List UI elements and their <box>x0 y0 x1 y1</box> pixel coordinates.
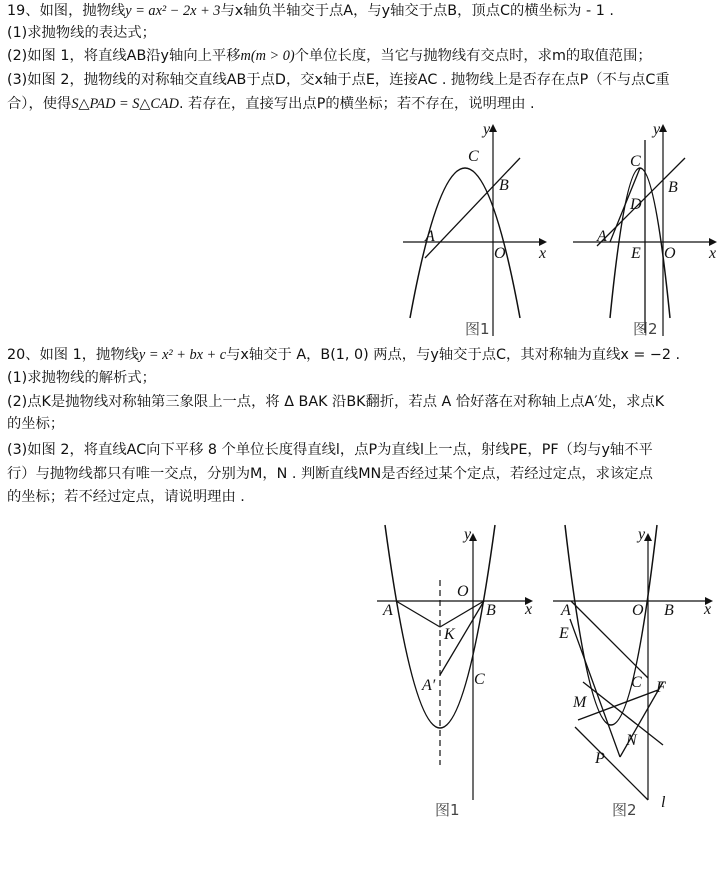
y-axis-arrow-icon <box>644 533 652 541</box>
q19-line-1 <box>7 2 721 21</box>
label-o: O <box>632 602 644 619</box>
label-o: O <box>494 245 506 262</box>
label-l: l <box>661 794 666 811</box>
line-ab <box>425 158 520 258</box>
parabola <box>610 168 670 318</box>
figure-caption: 图2 <box>612 801 637 819</box>
figure-caption: 图1 <box>435 801 460 819</box>
label-y: y <box>638 526 646 543</box>
q20-figure-1 <box>375 525 545 825</box>
q20-part1: (1)求抛物线的解析式； <box>7 370 156 386</box>
line-through-n <box>578 690 658 720</box>
q19-area-equation: S△PAD = S△CAD <box>71 96 179 112</box>
label-x: x <box>704 601 712 618</box>
label-x: x <box>709 245 717 262</box>
label-c: C <box>474 671 485 688</box>
q19-part3-line2 <box>7 95 721 114</box>
label-k: K <box>444 626 455 643</box>
label-c: C <box>631 674 642 691</box>
label-a-prime: A′ <box>422 677 436 694</box>
q19-intro-rest: 与x轴负半轴交于点A，与y轴交于点B，顶点C的横坐标为 - 1 . <box>220 3 614 19</box>
q19-figure-1 <box>395 118 555 340</box>
label-e: E <box>631 245 641 262</box>
q19-part3-line1: (3)如图 2，抛物线的对称轴交直线AB于点D，交x轴于点E，连接AC . 抛物线上是否存在点P（不与点C重 <box>7 72 670 88</box>
y-axis-arrow-icon <box>489 124 497 132</box>
label-y: y <box>653 121 661 138</box>
q20-part3-line1: (3)如图 2，将直线AC向下平移 8 个单位长度得直线l，点P为直线l上一点，射线PE，PF（均与y轴不平 <box>7 442 653 458</box>
segment-ak <box>396 601 440 627</box>
label-n: N <box>626 732 637 749</box>
y-axis-arrow-icon <box>659 124 667 132</box>
label-o: O <box>664 245 676 262</box>
label-f: F <box>656 679 666 696</box>
ray-pe <box>570 619 620 757</box>
label-y: y <box>483 121 491 138</box>
q20-part2-line2: 的坐标； <box>7 416 65 432</box>
label-y: y <box>464 526 472 543</box>
q19-part3-rest: . 若存在，直接写出点P的横坐标；若不存在，说明理由 . <box>178 96 535 112</box>
label-a: A <box>425 228 435 245</box>
label-e: E <box>559 625 569 642</box>
figure-caption: 图2 <box>633 320 658 338</box>
label-a: A <box>383 602 393 619</box>
q20-figure-2 <box>548 525 723 825</box>
q19-part1: (1)求抛物线的表达式； <box>7 25 156 41</box>
label-c: C <box>468 148 479 165</box>
q19-part2-text: (2)如图 1，将直线AB沿y轴向上平移 <box>7 48 241 64</box>
q20-part3-line3: 的坐标；若不经过定点，请说明理由 . <box>7 489 245 505</box>
label-m: M <box>573 694 587 711</box>
label-p: P <box>595 750 605 767</box>
q20-line-1 <box>7 346 721 365</box>
q20-intro-rest: 与x轴交于 A，B(1, 0) 两点，与y轴交于点C，其对称轴为直线x = −2 . <box>226 347 681 363</box>
label-b: B <box>486 602 496 619</box>
label-c: C <box>630 153 641 170</box>
segment-kb <box>440 601 484 627</box>
label-b: B <box>664 602 674 619</box>
q20-part2-line1: (2)点K是抛物线对称轴第三象限上一点，将 Δ BAK 沿BK翻折，若点 A 恰好落在对称轴上点A′处，求点K <box>7 394 665 410</box>
label-b: B <box>668 179 678 196</box>
q20-part3-line2: 行）与抛物线都只有唯一交点，分别为M，N . 判断直线MN是否经过某个定点，若经过定点，求该定点 <box>7 466 653 482</box>
figure-caption: 图1 <box>465 320 490 338</box>
q19-figure-2 <box>565 118 725 340</box>
q19-part2 <box>7 47 721 66</box>
q20-equation: y = x² + bx + c <box>138 347 227 363</box>
q19-intro: 19、如图，抛物线 <box>7 3 126 19</box>
label-d: D <box>630 196 642 213</box>
label-x: x <box>525 601 533 618</box>
q20-intro: 20、如图 1，抛物线 <box>7 347 139 363</box>
q19-part2-rest: 个单位长度，当它与抛物线有交点时，求m的取值范围； <box>294 48 652 64</box>
label-a: A <box>561 602 571 619</box>
label-x: x <box>539 245 547 262</box>
label-a: A <box>597 228 607 245</box>
line-l <box>575 727 648 800</box>
q19-equation: y = ax² − 2x + 3 <box>125 3 221 19</box>
label-b: B <box>499 177 509 194</box>
label-o: O <box>457 583 469 600</box>
q19-part2-condition: m(m > 0) <box>240 48 295 64</box>
q19-part3-text: 合），使得 <box>7 96 72 112</box>
